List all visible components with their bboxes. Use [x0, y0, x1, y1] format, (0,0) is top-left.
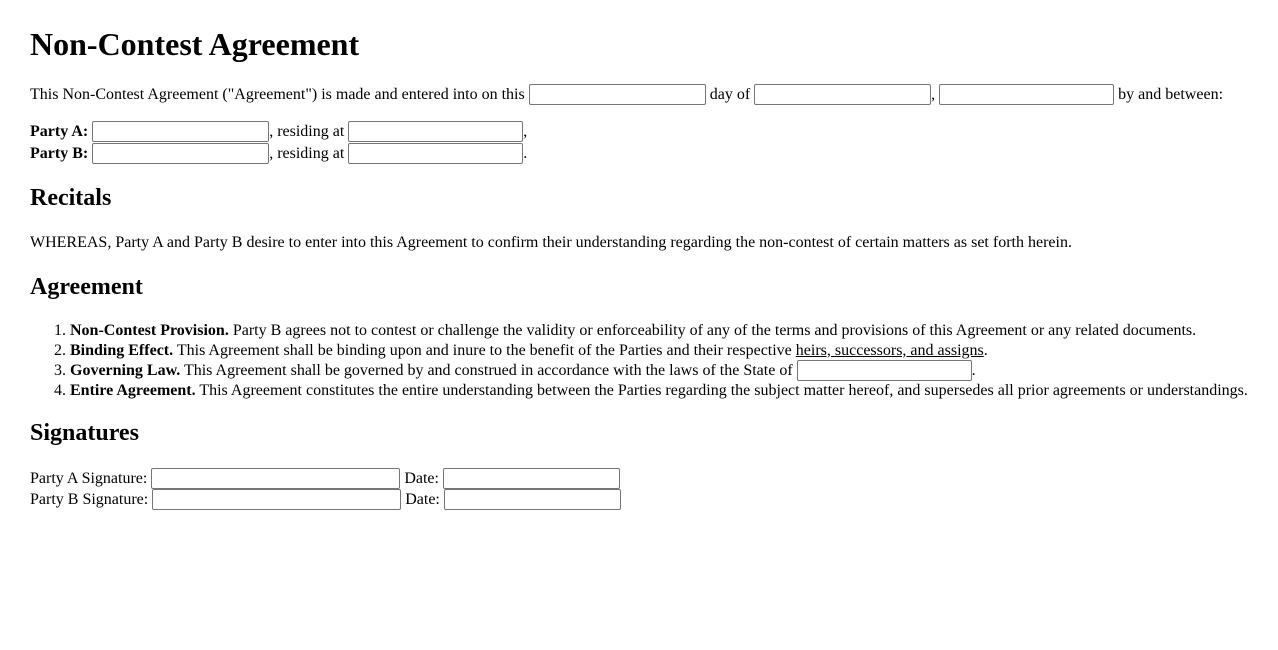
party-b-signature-input[interactable] [152, 489, 401, 510]
term-title: Binding Effect. [70, 341, 174, 359]
party-b-residing-at: , residing at [269, 144, 345, 162]
term-underlined-text: heirs, successors, and assigns [795, 341, 984, 359]
intro-text-after-day: day of [709, 85, 751, 103]
term-binding-effect [70, 341, 1248, 360]
signatures-block [30, 468, 1248, 511]
party-a-signature-input[interactable] [151, 468, 400, 489]
party-a-date-label: Date: [404, 469, 439, 487]
party-b-date-input[interactable] [444, 489, 621, 510]
party-b-label: Party B: [30, 144, 89, 162]
recitals-heading: Recitals [30, 184, 112, 211]
term-text-end: . [983, 341, 988, 359]
term-title: Entire Agreement. [70, 381, 196, 399]
agreement-heading: Agreement [30, 273, 143, 300]
party-a-label: Party A: [30, 123, 89, 141]
month-input[interactable] [754, 84, 931, 105]
intro-text-before-day: This Non-Contest Agreement ("Agreement") is made and entered into on this [30, 85, 525, 103]
party-b-date-label: Date: [405, 491, 440, 509]
term-text: This Agreement shall be binding upon and inure to the benefit of the Parties and their respective [176, 341, 792, 359]
signatures-heading: Signatures [30, 419, 139, 446]
term-text: This Agreement shall be governed by and construed in accordance with the laws of the State of [183, 361, 793, 379]
party-b-address-input[interactable] [348, 143, 523, 164]
term-non-contest-provision [70, 321, 1248, 340]
party-a-residing-at: , residing at [269, 123, 345, 141]
party-a-date-input[interactable] [443, 468, 620, 489]
recitals-paragraph: WHEREAS, Party A and Party B desire to enter into this Agreement to confirm their understanding regarding the non-contest of certain matters as set forth herein. [30, 234, 1072, 252]
page-title: Non-Contest Agreement [30, 26, 360, 62]
term-title: Governing Law. [70, 361, 181, 379]
party-a-name-input[interactable] [92, 121, 269, 142]
term-text: Party B agrees not to contest or challenge the validity or enforceability of any of the terms and provisions of this Agreement or any related documents. [232, 322, 1197, 340]
agreement-terms-list [30, 321, 1248, 400]
party-b-terminator: . [523, 144, 528, 162]
intro-text-after-year: by and between: [1118, 85, 1224, 103]
parties-paragraph [30, 121, 1248, 164]
term-entire-agreement [70, 381, 1248, 400]
term-text-end: . [971, 361, 976, 379]
term-governing-law [70, 360, 1248, 381]
term-text: This Agreement constitutes the entire understanding between the Parties regarding the subject matter hereof, and supersedes all prior agreements or understandings. [199, 381, 1248, 399]
party-a-signature-label: Party A Signature: [30, 469, 148, 487]
intro-comma: , [931, 85, 936, 103]
day-input[interactable] [529, 84, 706, 105]
party-b-signature-label: Party B Signature: [30, 491, 149, 509]
party-b-name-input[interactable] [92, 143, 269, 164]
intro-paragraph [30, 84, 1248, 106]
year-input[interactable] [939, 84, 1114, 105]
party-a-terminator: , [523, 123, 528, 141]
term-title: Non-Contest Provision. [70, 322, 229, 340]
party-a-address-input[interactable] [348, 121, 523, 142]
state-input[interactable] [797, 360, 972, 381]
